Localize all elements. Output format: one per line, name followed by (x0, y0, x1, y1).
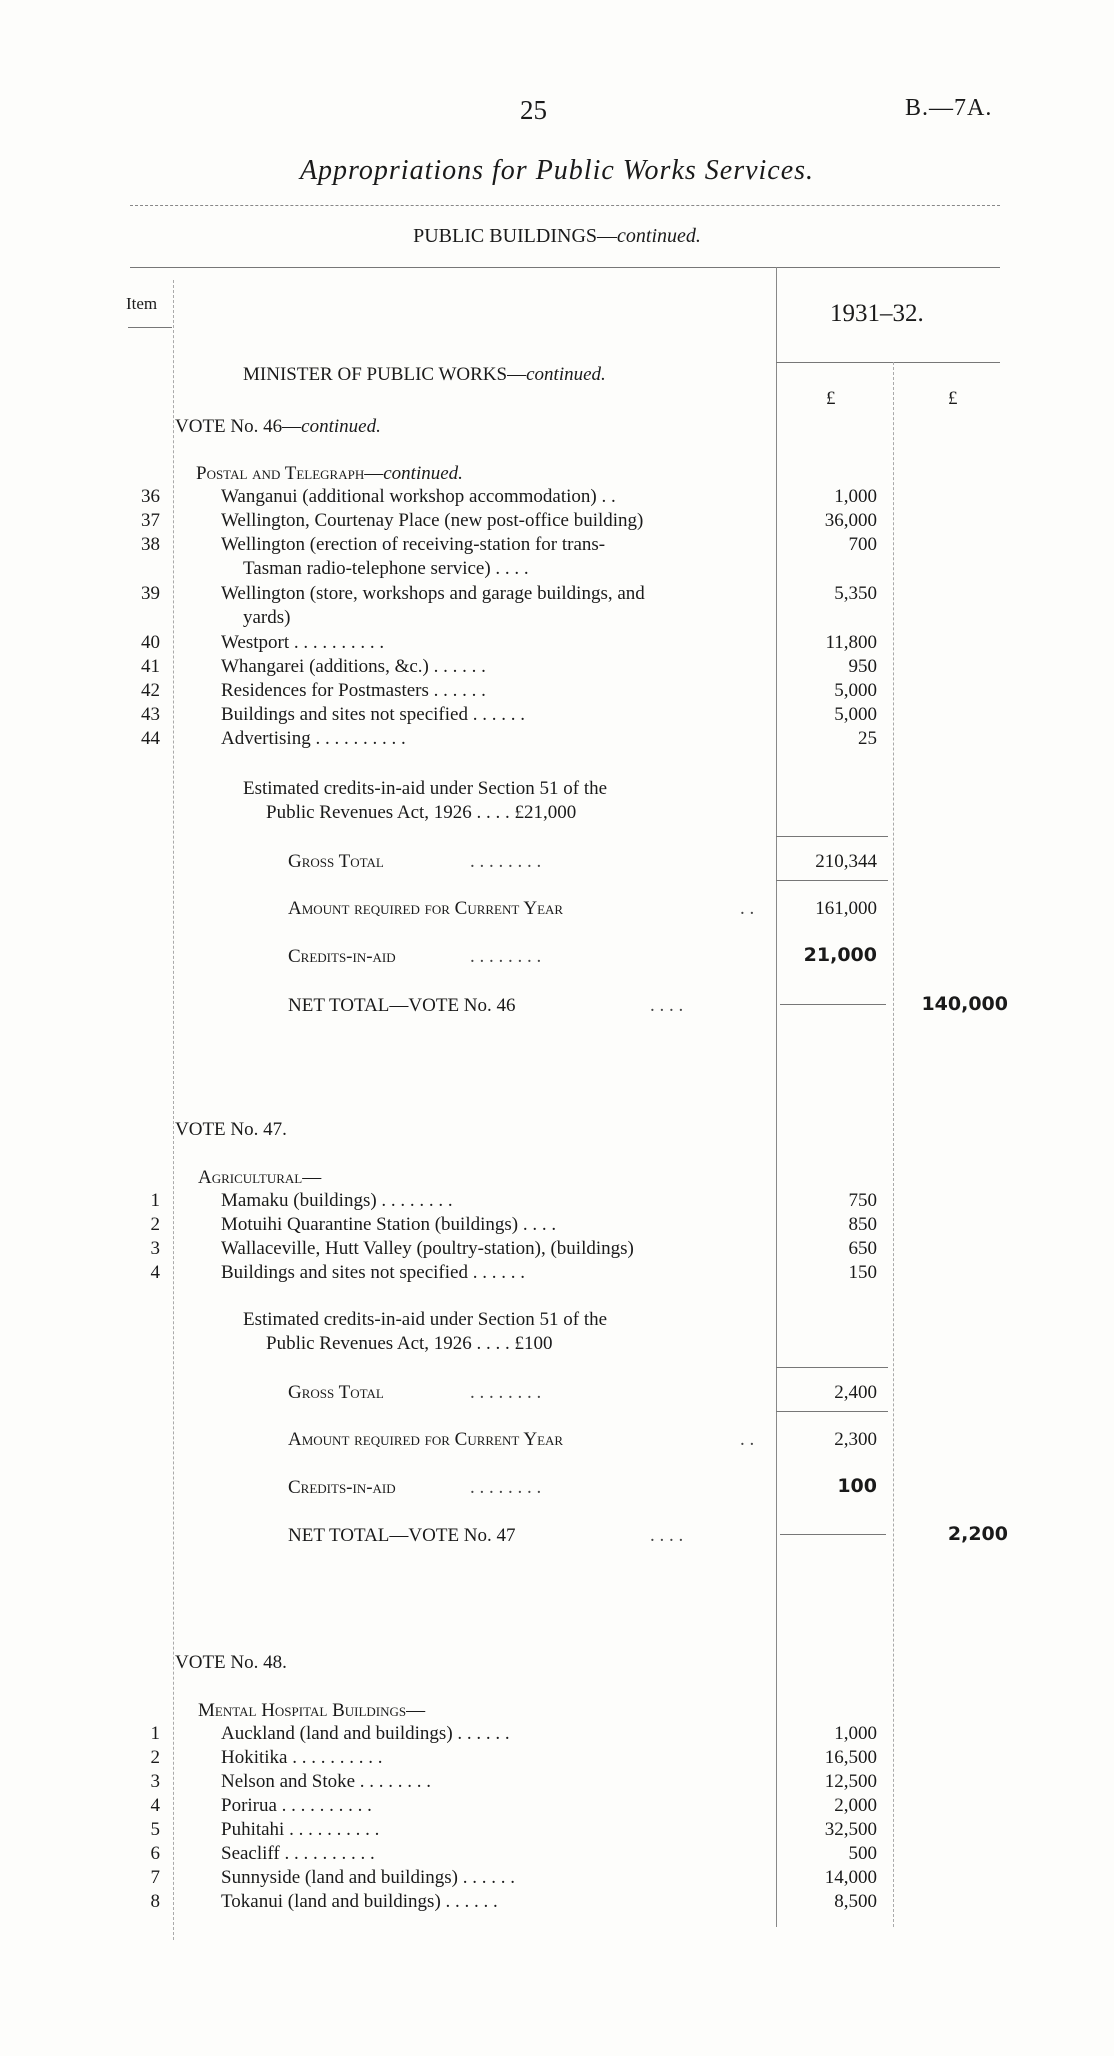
item-number: 1 (150, 1190, 160, 1211)
item-header-rule (128, 327, 172, 328)
currency-header-1: £ (826, 388, 836, 409)
item-description: Porirua . . . . . . . . . . (221, 1795, 372, 1816)
item-number: 37 (141, 510, 160, 531)
vote-47-amount-required-label: Amount required for Current Year (288, 1429, 564, 1450)
item-description: Advertising . . . . . . . . . . (221, 728, 406, 749)
leader-dots: . . . . (650, 1525, 684, 1546)
vote-47-label: VOTE No. 47. (175, 1119, 287, 1140)
year-underline (776, 362, 1000, 363)
vote-46-heading (175, 416, 381, 438)
leader-dots: . . . . (650, 995, 684, 1016)
item-amount: 36,000 (824, 510, 877, 531)
vote-46-gross-underline (776, 880, 888, 881)
item-number: 42 (141, 680, 160, 701)
item-amount: 700 (848, 534, 877, 555)
item-description: Wellington, Courtenay Place (new post-office building) (221, 510, 644, 531)
vote-46-credits-label: Credits-in-aid (288, 946, 396, 967)
vote-46-net-total-label: NET TOTAL—VOTE No. 46 (288, 995, 516, 1016)
item-description: Mamaku (buildings) . . . . . . . . (221, 1190, 453, 1211)
item-number: 39 (141, 583, 160, 604)
item-number: 44 (141, 728, 160, 749)
vote-47-gross-total-label: Gross Total (288, 1382, 384, 1403)
title-divider (130, 205, 1000, 206)
item-amount: 5,000 (834, 680, 877, 701)
item-amount: 25 (858, 728, 877, 749)
item-description: Auckland (land and buildings) . . . . . . (221, 1723, 510, 1744)
item-description: Wanganui (additional workshop accommodation) . . (221, 486, 616, 507)
vote-47-credits: 100 (837, 1475, 877, 1497)
leader-dots: . . (740, 1429, 755, 1450)
vote-46-gross-rule (776, 836, 888, 837)
vote-47-net-rule (780, 1534, 886, 1535)
item-description: Wallaceville, Hutt Valley (poultry-station), (buildings) (221, 1238, 634, 1259)
item-number: 4 (150, 1795, 160, 1816)
vote-46-section-label: Postal and Telegraph— (196, 463, 384, 484)
item-description: Buildings and sites not specified . . . . . . (221, 704, 525, 725)
item-amount: 500 (848, 1843, 877, 1864)
item-description: Wellington (store, workshops and garage buildings, and (221, 583, 645, 604)
item-number: 38 (141, 534, 160, 555)
item-description-continued: Tasman radio-telephone service) . . . . (243, 558, 529, 579)
item-amount: 850 (848, 1214, 877, 1235)
item-number: 3 (150, 1238, 160, 1259)
item-description: Whangarei (additions, &c.) . . . . . . (221, 656, 486, 677)
vote-47-section: Agricultural— (198, 1167, 322, 1188)
subtitle-main: PUBLIC BUILDINGS— (413, 225, 618, 247)
vote-46-section (196, 463, 463, 485)
item-amount: 12,500 (824, 1771, 877, 1792)
item-description: Wellington (erection of receiving-station for trans- (221, 534, 606, 555)
vote-46-amount-required-label: Amount required for Current Year (288, 898, 564, 919)
item-amount: 5,000 (834, 704, 877, 725)
item-number: 2 (150, 1747, 160, 1768)
vote-47-gross-underline (776, 1411, 888, 1412)
vote-46-continued: continued. (301, 416, 381, 437)
item-description: Nelson and Stoke . . . . . . . . (221, 1771, 432, 1792)
item-amount: 32,500 (824, 1819, 877, 1840)
page-subtitle (0, 225, 1114, 248)
item-amount: 650 (848, 1238, 877, 1259)
item-number: 3 (150, 1771, 160, 1792)
vote-48-section: Mental Hospital Buildings— (198, 1700, 426, 1721)
item-number: 6 (150, 1843, 160, 1864)
item-description: Hokitika . . . . . . . . . . (221, 1747, 383, 1768)
item-amount: 8,500 (834, 1891, 877, 1912)
vote-46-gross-total: 210,344 (815, 851, 877, 872)
year-header: 1931–32. (830, 300, 924, 327)
item-column-header: Item (126, 294, 158, 313)
vote-47-gross-total: 2,400 (834, 1382, 877, 1403)
item-description: Sunnyside (land and buildings) . . . . . . (221, 1867, 515, 1888)
item-amount: 1,000 (834, 486, 877, 507)
leader-dots: . . . . . . . . (470, 851, 542, 872)
minister-heading-continued: continued. (526, 364, 606, 385)
vote-46-net-rule (780, 1004, 886, 1005)
leader-dots: . . . . . . . . (470, 1477, 542, 1498)
item-description: Buildings and sites not specified . . . . . . (221, 1262, 525, 1283)
item-number: 4 (150, 1262, 160, 1283)
vote-46-credits: 21,000 (803, 944, 877, 966)
vote-47-amount-required: 2,300 (834, 1429, 877, 1450)
document-reference: B.—7A. (905, 95, 993, 121)
item-number: 8 (150, 1891, 160, 1912)
item-description: Seacliff . . . . . . . . . . (221, 1843, 375, 1864)
item-number: 7 (150, 1867, 160, 1888)
item-amount: 1,000 (834, 1723, 877, 1744)
table-top-rule (130, 267, 1000, 268)
leader-dots: . . . . . . . . (470, 946, 542, 967)
page-number: 25 (520, 95, 547, 125)
item-number: 40 (141, 632, 160, 653)
item-number: 36 (141, 486, 160, 507)
item-number: 1 (150, 1723, 160, 1744)
item-description-continued: yards) (243, 607, 291, 628)
item-description: Motuihi Quarantine Station (buildings) . . . . (221, 1214, 557, 1235)
item-amount: 5,350 (834, 583, 877, 604)
vote-47-credits-note-continued: Public Revenues Act, 1926 . . . . £100 (266, 1333, 553, 1354)
vote-46-amount-required: 161,000 (815, 898, 877, 919)
item-amount: 750 (848, 1190, 877, 1211)
item-amount: 11,800 (825, 632, 877, 653)
vote-47-net-total: 2,200 (947, 1523, 1008, 1545)
item-number: 43 (141, 704, 160, 725)
vote-46-label: VOTE No. 46— (175, 416, 302, 437)
net-column-divider (893, 362, 894, 1927)
vote-48-label: VOTE No. 48. (175, 1652, 287, 1673)
vote-47-credits-label: Credits-in-aid (288, 1477, 396, 1498)
item-amount: 16,500 (824, 1747, 877, 1768)
item-number: 5 (150, 1819, 160, 1840)
currency-header-2: £ (948, 388, 958, 409)
vote-46-net-total: 140,000 (921, 993, 1008, 1015)
item-number: 2 (150, 1214, 160, 1235)
minister-heading (243, 364, 606, 386)
vote-46-credits-note: Estimated credits-in-aid under Section 51 of the (243, 778, 608, 799)
item-description: Residences for Postmasters . . . . . . (221, 680, 486, 701)
vote-46-credits-note-continued: Public Revenues Act, 1926 . . . . £21,000 (266, 802, 577, 823)
vote-47-credits-note: Estimated credits-in-aid under Section 51 of the (243, 1309, 608, 1330)
item-amount: 14,000 (824, 1867, 877, 1888)
vote-47-net-total-label: NET TOTAL—VOTE No. 47 (288, 1525, 516, 1546)
subtitle-continued: continued. (617, 225, 701, 247)
minister-heading-main: MINISTER OF PUBLIC WORKS— (243, 364, 527, 385)
item-description: Puhitahi . . . . . . . . . . (221, 1819, 380, 1840)
item-amount: 2,000 (834, 1795, 877, 1816)
item-number: 41 (141, 656, 160, 677)
item-amount: 950 (848, 656, 877, 677)
leader-dots: . . (740, 898, 755, 919)
item-amount: 150 (848, 1262, 877, 1283)
leader-dots: . . . . . . . . (470, 1382, 542, 1403)
item-column-divider (173, 280, 174, 1940)
vote-47-gross-rule (776, 1367, 888, 1368)
page-title: Appropriations for Public Works Services. (299, 155, 815, 186)
vote-46-gross-total-label: Gross Total (288, 851, 384, 872)
item-description: Westport . . . . . . . . . . (221, 632, 385, 653)
item-description: Tokanui (land and buildings) . . . . . . (221, 1891, 498, 1912)
vote-46-section-continued: continued. (383, 463, 463, 484)
